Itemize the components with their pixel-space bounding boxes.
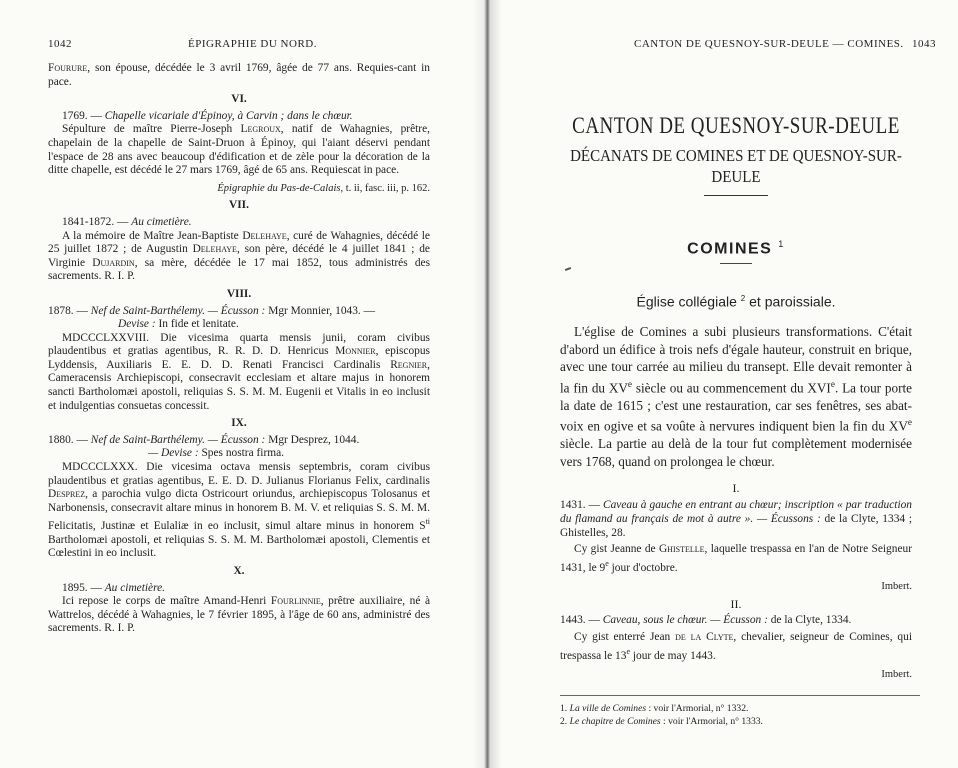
numeral-i: I. xyxy=(732,481,740,496)
numeral-ix: IX. xyxy=(231,417,247,430)
left-running-title: ÉPIGRAPHIE DU NORD. xyxy=(188,38,317,50)
entry-ii-heading: 1443. — Caveau, sous le chœur. — Écusson : de la Clyte, 1334. xyxy=(560,614,852,627)
right-page xyxy=(500,0,958,768)
left-page-body xyxy=(48,62,430,636)
canton-title: CANTON DE QUESNOY-SUR-DEULE xyxy=(572,113,900,140)
left-page xyxy=(0,0,475,768)
entry-viii-text: MDCCCLXXVIII. Die vicesima quarta mensis junii, coram civibus plaudentibus et gratias agentibus, R. R. D. D. Henricus Monnier, episcopus Lyddensis, Auxiliaris E. E. D. D. Renati Francisci Cardinalis Regnier, Cameracensis Archiepiscopi, consecravit ecclesiam et altare majus in honorem sancti Bartholomæi apostoli, reliquias S. S. M. M. Eugenii et Vitalis in eo inclusit et indulgentias consuetas concessit. xyxy=(48,331,430,412)
numeral-viii: VIII. xyxy=(226,287,252,300)
right-page-body xyxy=(560,113,913,728)
entry-vii-text: A la mémoire de Maître Jean-Baptiste Delehaye, curé de Wahagnies, décédé le 25 juillet 1872 ; de Augustin Delehaye, son père, décédé le 4 juillet 1841 ; de Virginie Dujardin, sa mère, décédée le 17 mai 1852, tous administrés des sacrements. R. I. P. xyxy=(48,229,431,283)
church-description: L'église de Comines a subi plusieurs transformations. C'était d'abord un édifice à trois nefs d'égale hauteur, construit en brique, avec une tour carrée au milieu du transept. Elle devait remonter à la fin du XVe siècle ou au commencement du XVIe. La tour porte la date de 1615 ; c'est une restauration, car ses fenêtres, ses abat-voix en ogive et sa voûte à nervures indiquent bien la fin du XVe siècle. La partie au delà de la tour fut complètement modernisée vers 1768, quand on prolongea le chœur. xyxy=(560,324,912,469)
entry-x-text: Ici repose le corps de maître Amand-Henri Fourlinnie, prêtre auxiliaire, né à Wattrelos, décédé à Wahagnies, le 7 février 1895, à l'âge de 60 ans, administré des sacrements. R. I. P. xyxy=(48,595,431,635)
entry-i-text: Cy gist Jeanne de Ghistelle, laquelle trespassa en l'an de Notre Seigneur 1431, le 9e jour d'octobre. xyxy=(560,543,912,575)
church-heading: Église collégiale $^2$ et paroissiale. xyxy=(636,293,836,310)
entry-vi-text: Sépulture de maître Pierre-Joseph Legroux, natif de Wahagnies, prêtre, chapelain de la chapelle de Saint-Druon à Épinoy, qui l'aiant déservi pendant l'espace de 28 ans avec beaucoup d'édification et de zèle pour la décoration de la ditte chapelle, est décédé le 27 mars 1769, âgé de 65 ans. Requiescat in pace. xyxy=(48,123,430,177)
numeral-vi: VI. xyxy=(231,93,247,106)
right-running-title: CANTON DE QUESNOY-SUR-DEULE — COMINES. xyxy=(634,38,904,50)
book-gutter xyxy=(472,0,502,768)
right-page-number: 1043 xyxy=(912,38,936,50)
entry-vii-heading: 1841-1872. — Au cimetière. xyxy=(62,215,192,228)
entry-x-heading: 1895. — Au cimetière. xyxy=(62,581,166,594)
entry-viii-heading: 1878. — Nef de Saint-Barthélemy. — Écusson : Mgr Monnier, 1043. — Devise : In fide et lenitate. xyxy=(48,304,375,331)
footnote-1: 1. La ville de Comines : voir l'Armorial, n° 1332. xyxy=(560,703,749,715)
entry-vi-heading: 1769. — Chapelle vicariale d'Épinoy, à Carvin ; dans le chœur. xyxy=(62,109,353,122)
footnote-2: 2. Le chapitre de Comines : voir l'Armorial, n° 1333. xyxy=(560,716,763,728)
entry-ii-source: Imbert. xyxy=(881,668,912,680)
entry-ix-text: MDCCCLXXX. Die vicesima octava mensis septembris, coram civibus plaudentibus et gratias agentibus, E. E. D. D. Julianus Florianus Felix, cardinalis Desprez, a parochia vulgo dicta Ostricourt oriundus, archiepiscopus Tolosanus et Narbonensis, consecravit altare minus in honorem B. M. V. et reliquias S. S. M. M. Felicitatis, Justinæ et Eulaliæ in eo inclusit, simul altare minus in honorem $S^{ti}$ Bartholomæi apostoli, et reliquias S. S. M. M. Bartholomæi apostoli, Clementis et Cœlestini in eo inclusit. xyxy=(48,461,430,560)
numeral-vii: VII. xyxy=(229,199,249,212)
section-divider xyxy=(720,263,752,264)
entry-vi-source: Épigraphie du Pas-de-Calais, t. ii, fasc. iii, p. 162. xyxy=(217,182,430,194)
intro-paragraph: Fourure, son épouse, décédée le 3 avril 1769, âgée de 77 ans. Requies-cant in pace. xyxy=(48,62,430,88)
entry-i-source: Imbert. xyxy=(881,580,912,592)
left-page-number: 1042 xyxy=(48,38,72,50)
title-divider xyxy=(704,195,768,196)
comines-heading: COMINES $^1$ xyxy=(687,238,785,257)
entry-ix-heading: 1880. — Nef de Saint-Barthélemy. — Écusson : Mgr Desprez, 1044. — Devise : Spes nostra firma. xyxy=(48,433,360,460)
decanats-subtitle: DÉCANATS DE COMINES ET DE QUESNOY-SUR-DEULE xyxy=(570,146,902,186)
entry-i-heading: 1431. — Caveau à gauche en entrant au chœur; inscription « par traduction du flamand au français de mot à autre ». — Écussons : de la Clyte, 1334 ; Ghistelles, 28. xyxy=(560,499,913,539)
numeral-ii: II. xyxy=(730,596,742,611)
entry-ii-text: Cy gist enterré Jean de la Clyte, chevalier, seigneur de Comines, qui trespassa le 13e jour de may 1443. xyxy=(560,631,912,662)
footnote-rule xyxy=(560,695,920,696)
numeral-x: X. xyxy=(233,564,245,577)
